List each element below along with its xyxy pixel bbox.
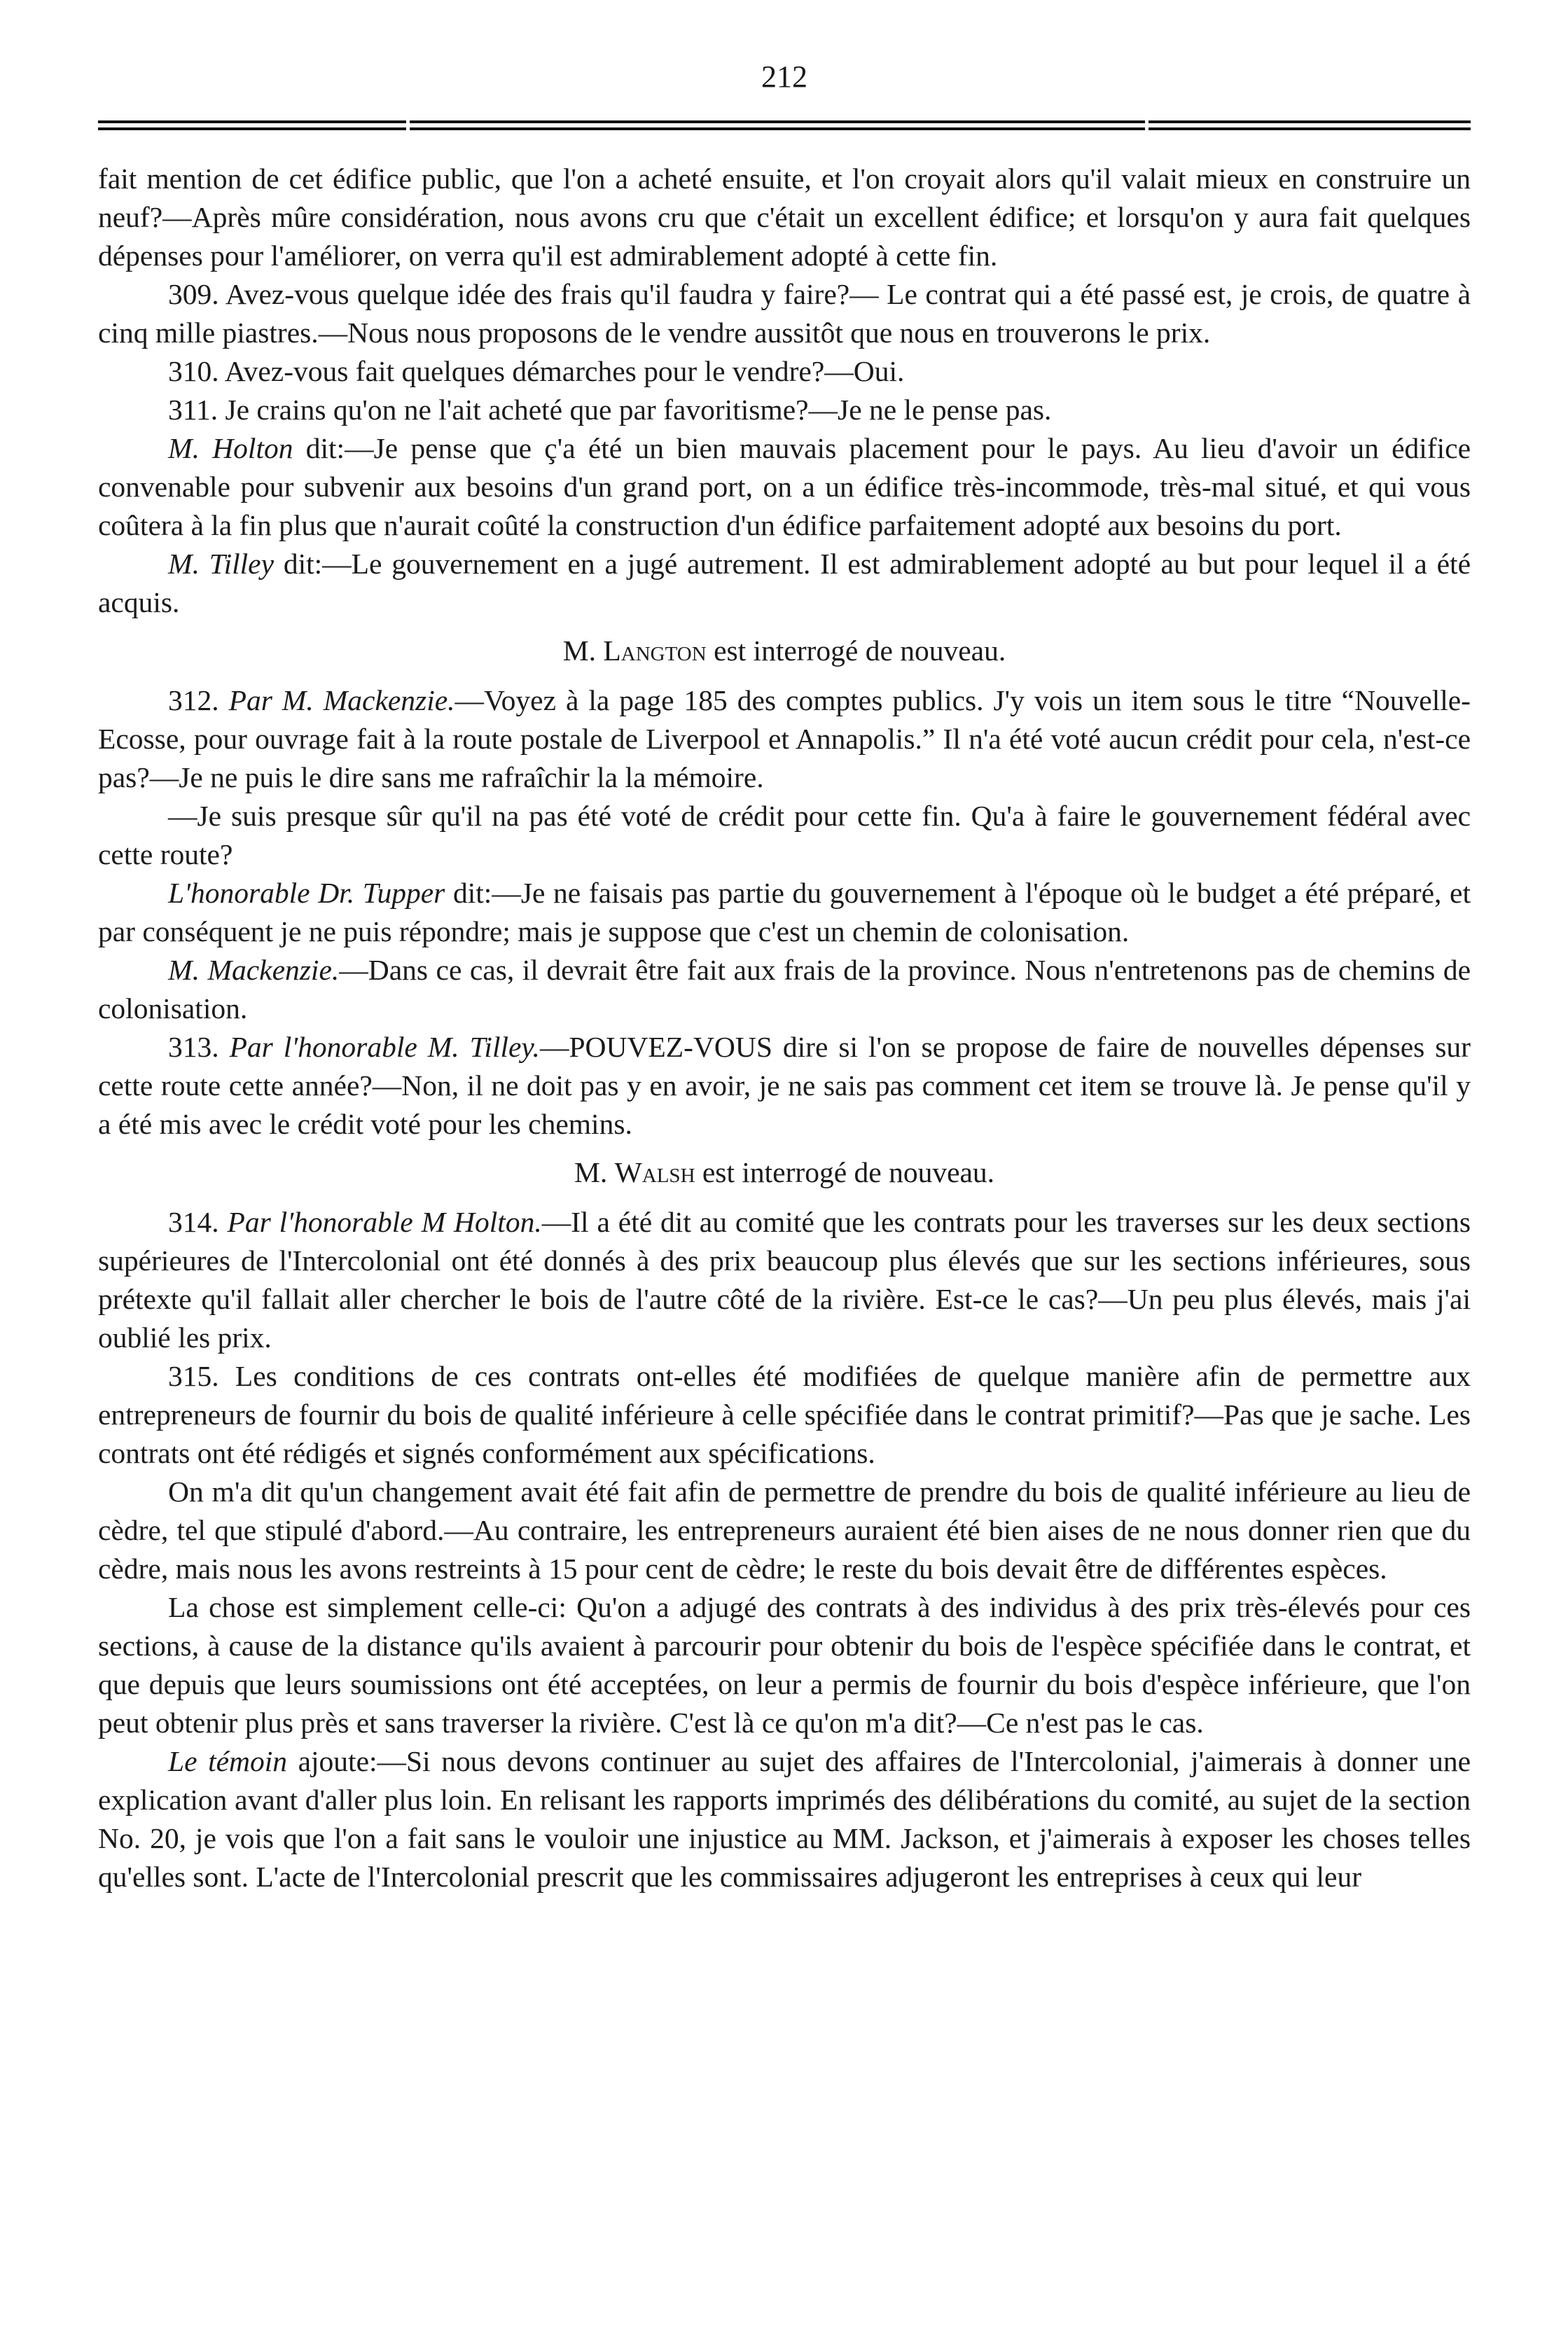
italic-text: Par l'honorable M Holton. — [227, 1206, 542, 1238]
italic-text: M. Tilley — [168, 548, 274, 580]
italic-text: M. Mackenzie. — [168, 954, 340, 986]
italic-text: Par l'honorable M. Tilley. — [229, 1031, 540, 1063]
text-segment: est interrogé de nouveau. — [706, 634, 1006, 667]
body-text — [98, 160, 1471, 1896]
text-segment: —Il a été dit au comité que les contrats pour les traverses sur les deux sections supérieures de l'Intercolonial ont été donnés à des prix beaucoup plus élevés que sur les sections inférieures, sous prétexte qu'il fallait aller chercher le bois de l'autre côté de la rivière. Est-ce le cas?—Un peu plus élevés, mais j'ai oublié les prix. — [98, 1206, 1471, 1354]
document-page — [98, 56, 1471, 2311]
paragraph — [98, 352, 1471, 391]
page-number: 212 — [761, 60, 807, 94]
header-rule-center — [410, 120, 1145, 130]
text-segment: 312. — [168, 684, 229, 716]
paragraph — [98, 545, 1471, 622]
text-segment: M. — [574, 1156, 615, 1188]
text-segment: dit:—Je ne faisais pas partie du gouvernement à l'époque où le budget a été préparé, et par conséquent je ne puis répondre; mais je suppose que c'est un chemin de colonisation. — [98, 877, 1471, 947]
text-segment: —Voyez à la page 185 des comptes publics. J'y vois un item sous le titre “Nouvelle-Ecosse, pour ouvrage fait à la route postale de Liverpool et Annapolis.” Il n'a été voté aucun crédit pour cela, n'est-ce pas?—Je ne puis le dire sans me rafraîchir la la mémoire. — [98, 684, 1471, 793]
text-segment: 314. — [168, 1206, 228, 1238]
text-segment: —Je suis presque sûr qu'il na pas été voté de crédit pour cette fin. Qu'a à faire le gouvernement fédéral avec cette route? — [98, 800, 1471, 870]
paragraph — [98, 1742, 1471, 1896]
text-segment: 311. Je crains qu'on ne l'ait acheté que par favoritisme?—Je ne le pense pas. — [168, 394, 1052, 426]
witness-heading — [98, 1153, 1471, 1192]
paragraph — [98, 797, 1471, 874]
header-rule — [98, 120, 1471, 130]
small-caps-name: Langton — [603, 634, 707, 667]
header-rule-right — [1149, 120, 1471, 130]
text-segment: On m'a dit qu'un changement avait été fait afin de permettre de prendre du bois de qualité inférieure au lieu de cèdre, tel que stipulé d'abord.—Au contraire, les entrepreneurs auraient été bien aises de ne nous donner rien que du cèdre, mais nous les avons restreints à 15 pour cent de cèdre; le reste du bois devait être de différentes espèces. — [98, 1475, 1471, 1585]
small-caps-name: Walsh — [614, 1156, 695, 1188]
paragraph — [98, 429, 1471, 545]
italic-text: Par M. Mackenzie. — [228, 684, 455, 716]
text-segment: M. — [562, 634, 604, 667]
paragraph — [98, 1028, 1471, 1144]
paragraph — [98, 951, 1471, 1028]
text-segment: dit:—Je pense que ç'a été un bien mauvais placement pour le pays. Au lieu d'avoir un édifice convenable pour subvenir aux besoins d'un grand port, on a un édifice très-incommode, très-mal situé, et qui vous coûtera à la fin plus que n'aurait coûté la construction d'un édifice parfaitement adopté aux besoins du port. — [98, 432, 1471, 541]
italic-text: M. Holton — [168, 432, 293, 464]
text-segment: 315. Les conditions de ces contrats ont-elles été modifiées de quelque manière afin de permettre aux entrepreneurs de fournir du bois de qualité inférieure à celle spécifiée dans le contrat primitif?—Pas que je sache. Les contrats ont été rédigés et signés conformément aux spécifications. — [98, 1360, 1471, 1469]
text-segment: —Dans ce cas, il devrait être fait aux frais de la province. Nous n'entretenons pas de chemins de colonisation. — [98, 954, 1471, 1024]
text-segment: 309. Avez-vous quelque idée des frais qu'il faudra y faire?— Le contrat qui a été passé est, je crois, de quatre à cinq mille piastres.—Nous nous proposons de le vendre aussitôt que nous en trouverons le prix. — [98, 278, 1471, 349]
text-segment: La chose est simplement celle-ci: Qu'on a adjugé des contrats à des individus à des prix très-élevés pour ces sections, à cause de la distance qu'ils avaient à parcourir pour obtenir du bois de l'espèce spécifiée dans le contrat, et que depuis que leurs soumissions ont été acceptées, on leur a permis de fournir du bois d'espèce inférieure, que l'on peut obtenir plus près et sans traverser la rivière. C'est là ce qu'on m'a dit?—Ce n'est pas le cas. — [98, 1591, 1471, 1739]
paragraph — [98, 681, 1471, 797]
italic-text: L'honorable Dr. Tupper — [168, 877, 445, 909]
paragraph — [98, 1203, 1471, 1357]
paragraph — [98, 874, 1471, 951]
text-segment: dit:—Le gouvernement en a jugé autrement. Il est admirablement adopté au but pour lequel il a été acquis. — [98, 548, 1471, 618]
text-segment: est interrogé de nouveau. — [695, 1156, 995, 1188]
witness-heading — [98, 632, 1471, 670]
paragraph — [98, 275, 1471, 352]
paragraph — [98, 391, 1471, 429]
text-segment: —POUVEZ-VOUS dire si l'on se propose de faire de nouvelles dépenses sur cette route cette année?—Non, il ne doit pas y en avoir, je ne sais pas comment cet item se trouve là. Je pense qu'il y a été mis avec le crédit voté pour les chemins. — [98, 1031, 1471, 1140]
header-rule-left — [98, 120, 406, 130]
text-segment: 313. — [168, 1031, 230, 1063]
paragraph — [98, 160, 1471, 275]
text-segment: ajoute:—Si nous devons continuer au sujet des affaires de l'Intercolonial, j'aimerais à donner une explication avant d'aller plus loin. En relisant les rapports imprimés des délibérations du comité, au sujet de la section No. 20, je vois que l'on a fait sans le vouloir une injustice au MM. Jackson, et j'aimerais à exposer les choses telles qu'elles sont. L'acte de l'Intercolonial prescrit que les commissaires adjugeront les entreprises à ceux qui leur — [98, 1745, 1471, 1893]
paragraph — [98, 1473, 1471, 1588]
paragraph — [98, 1588, 1471, 1742]
text-segment: 310. Avez-vous fait quelques démarches pour le vendre?—Oui. — [168, 355, 905, 387]
paragraph — [98, 1357, 1471, 1473]
italic-text: Le témoin — [168, 1745, 288, 1777]
text-segment: fait mention de cet édifice public, que l'on a acheté ensuite, et l'on croyait alors qu'il valait mieux en construire un neuf?—Après mûre considération, nous avons cru que c'était un excellent édifice; et lorsqu'on y aura fait quelques dépenses pour l'améliorer, on verra qu'il est admirablement adopté à cette fin. — [98, 162, 1471, 272]
